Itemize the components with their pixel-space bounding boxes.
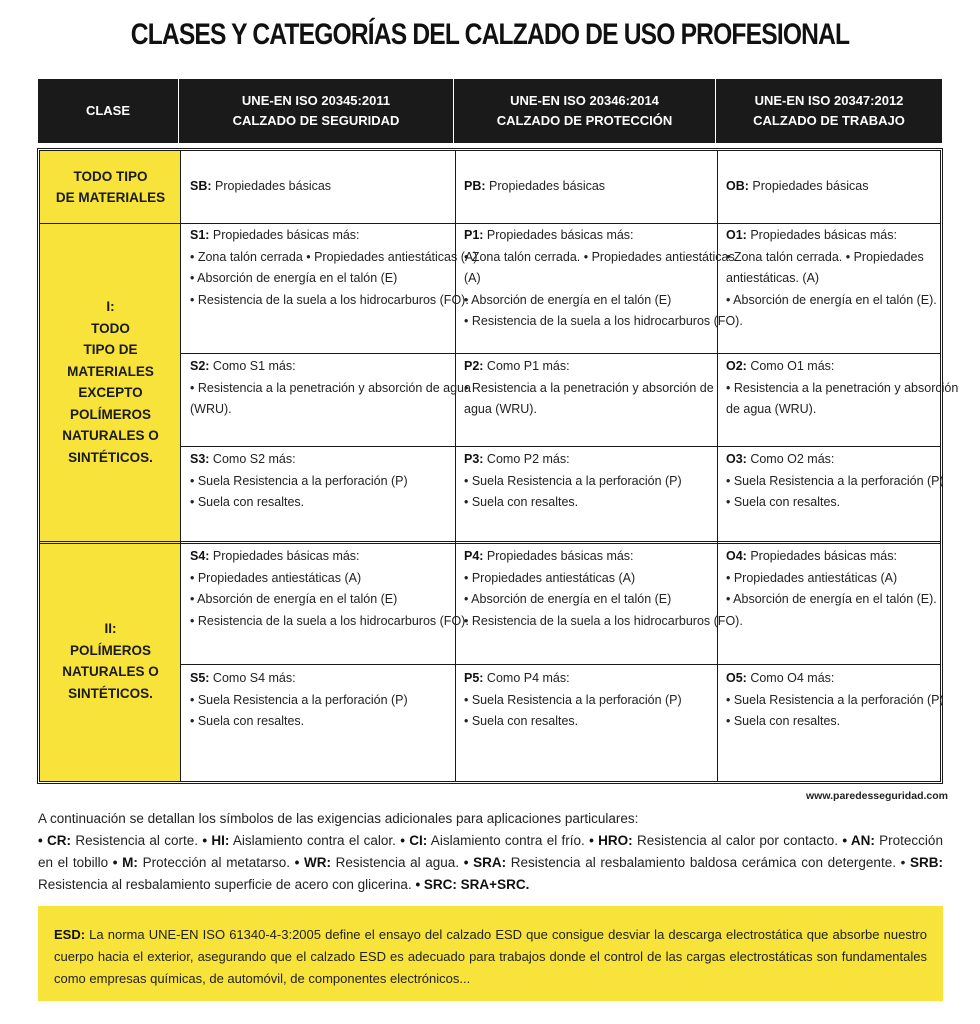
additional-requirements [38,808,943,896]
cell-o5: O5: Como O4 más: • Suela Resistencia a la perforación (P) • Suela con resaltes. [726,671,944,728]
header-seguridad [179,79,454,143]
row-divider [181,446,940,447]
class-label-line: II: [104,621,117,636]
header-proteccion-label: CALZADO DE PROTECCIÓN [496,113,673,128]
cell-o1: O1: Propiedades básicas más: • Zona talón cerrada. • Propiedades antiestáticas. (A) • Absorción de energía en el talón (E). [726,228,937,307]
class-label-line: EXCEPTO [78,385,143,400]
cell-sb: SB: Propiedades básicas [190,179,332,193]
cell-s3: S3: Como S2 más: • Suela Resistencia a la perforación (P) • Suela con resaltes. [190,452,408,509]
cell-o2: O2: Como O1 más: • Resistencia a la penetración y absorción de agua (WRU). [726,359,959,416]
notes-intro: A continuación se detallan los símbolos de las exigencias adicionales para aplicaciones particulares: [38,811,639,826]
class-label-line: POLÍMEROS [69,406,151,422]
cell-p5: P5: Como P4 más: • Suela Resistencia a la perforación (P) • Suela con resaltes. [464,671,682,728]
header-clase [38,79,179,143]
class-label-line: SINTÉTICOS. [68,685,153,701]
class-label-line: TIPO DE [83,342,138,357]
class-todo-tipo [40,151,181,223]
page-title: CLASES Y CATEGORÍAS DEL CALZADO DE USO PROFESIONAL [130,18,850,51]
header-trabajo-label: CALZADO DE TRABAJO [753,113,905,128]
cell-p3: P3: Como P2 más: • Suela Resistencia a la perforación (P) • Suela con resaltes. [464,452,682,509]
class-label-line: MATERIALES [67,363,154,379]
cell-s1: S1: Propiedades básicas más: • Zona talón cerrada • Propiedades antiestáticas (A) • Absorción de energía en el talón (E) • Resistencia de la suela a los hidrocarburos (FO). [190,228,478,307]
class-label-line: SINTÉTICOS. [68,449,153,465]
class-label-line: TODO TIPO [73,168,148,184]
esd-label: ESD: [54,927,86,942]
class-label-line: I: [106,299,115,314]
cell-p1: P1: Propiedades básicas más: • Zona talón cerrada. • Propiedades antiestáticas (A) • Absorción de energía en el talón (E) • Resistencia de la suela a los hidrocarburos (FO). [464,228,743,328]
cell-o3: O3: Como O2 más: • Suela Resistencia a la perforación (P) • Suela con resaltes. [726,452,944,509]
class-label-line: POLÍMEROS [69,642,151,658]
class-label-line: DE MATERIALES [55,190,166,205]
cell-pb: PB: Propiedades básicas [464,179,606,193]
header-clase-label: CLASE [85,103,131,118]
cell-s2: S2: Como S1 más: • Resistencia a la penetración y absorción de agua (WRU). [190,359,471,416]
class-label-line: TODO [91,320,130,336]
row-divider [181,664,940,665]
header-proteccion [454,79,716,143]
website-link[interactable]: www.paredesseguridad.com [806,790,948,802]
header-trabajo [716,79,942,143]
cell-s4: S4: Propiedades básicas más: • Propiedades antiestáticas (A) • Absorción de energía en el talón (E) • Resistencia de la suela a los hidrocarburos (FO). [190,549,469,628]
class-label-line: NATURALES O [62,428,159,443]
classes-table [37,148,959,784]
esd-note [38,906,943,1001]
table-header [38,79,942,143]
cell-o4: O4: Propiedades básicas más: • Propiedades antiestáticas (A) • Absorción de energía en el talón (E). [726,549,937,606]
class-divider [40,541,940,544]
cell-ob: OB: Propiedades básicas [726,179,869,193]
notes-list: • CR: Resistencia al corte. • HI: Aislamiento contra el calor. • CI: Aislamiento contra el frío. • HRO: Resistencia al calor por contacto. • AN: Protección en el tobillo • M: Protección al metatarso. • WR: Resistencia al agua. • SRA: Resistencia al resbalamiento baldosa cerámica con detergente. • SRB: Resistencia al resbalamiento superficie de acero con glicerina. • SRC: SRA+SRC. [38,833,943,892]
row-divider [40,223,940,224]
cell-s5: S5: Como S4 más: • Suela Resistencia a la perforación (P) • Suela con resaltes. [190,671,408,728]
class-i [40,223,181,541]
cell-p2: P2: Como P1 más: • Resistencia a la penetración y absorción de agua (WRU). [464,359,714,416]
cell-p4: P4: Propiedades básicas más: • Propiedades antiestáticas (A) • Absorción de energía en el talón (E) • Resistencia de la suela a los hidrocarburos (FO). [464,549,743,628]
class-label-line: NATURALES O [62,664,159,679]
header-proteccion-norm: UNE-EN ISO 20346:2014 [510,93,659,108]
header-trabajo-norm: UNE-EN ISO 20347:2012 [754,93,904,108]
class-ii [40,541,181,781]
row-divider [181,353,940,354]
header-seguridad-label: CALZADO DE SEGURIDAD [232,113,400,128]
esd-text: La norma UNE-EN ISO 61340-4-3:2005 define el ensayo del calzado ESD que consigue desviar la descarga electrostática que absorbe nuestro cuerpo hacia el exterior, asegurando que el calzado ESD es adecuado para trabajos donde el control de las cargas electrostáticas son fundamentales como empresas químicas, de automóvil, de componentes electrónicos... [54,927,927,986]
header-seguridad-norm: UNE-EN ISO 20345:2011 [241,93,391,108]
